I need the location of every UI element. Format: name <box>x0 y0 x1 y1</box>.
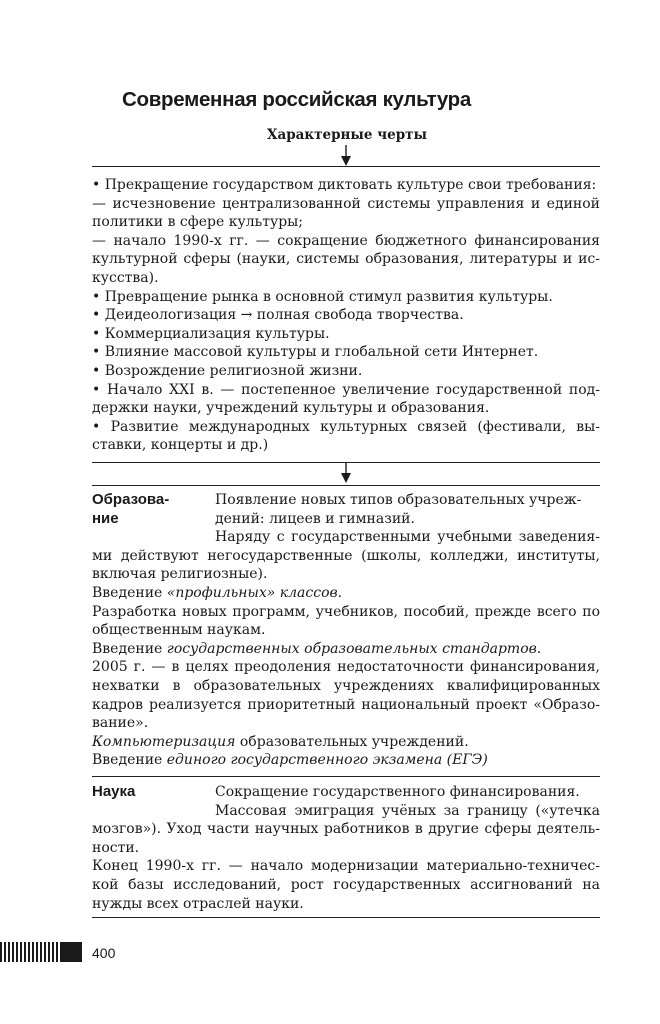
education-para: Введение «профильных» классов. <box>92 584 343 601</box>
list-item: • Деидеологизация → полная свобода творчества. <box>92 307 464 324</box>
arrow-down-icon <box>339 145 353 167</box>
page-edge-marker-solid <box>62 942 82 962</box>
list-item: — исчезновение централизованной системы управления и единой политики в сфере культуры; <box>92 195 600 231</box>
education-para: Разработка новых программ, учебников, пособий, прежде всего по общественным наукам. <box>92 603 600 639</box>
education-para: Компьютеризация образовательных учреждений. <box>92 733 469 750</box>
science-para: Конец 1990-х гг. — начало модернизации материально-технической базы исследований, рост государственных ассигнований на нужды всех отраслей науки. <box>92 858 600 912</box>
list-item: • Коммерциализация культуры. <box>92 325 330 342</box>
science-line1: Сокращение государственного финансирования. <box>215 784 580 800</box>
education-line1: Появление новых типов образовательных учреж- <box>215 492 582 508</box>
education-para: 2005 г. — в целях преодоления недостаточности финансирования, нехватки в образовательных учреждениях квалифицированных кадров реализуется приоритетный национальный проект «Образование». <box>92 659 600 732</box>
list-item: • Прекращение государством диктовать культуре свои требования: <box>92 177 597 193</box>
list-item: • Превращение рынка в основной стимул развития культуры. <box>92 288 553 305</box>
education-label: Образова- ние <box>92 491 170 527</box>
science-section <box>92 783 600 913</box>
list-item: • Влияние массовой культуры и глобальной сети Интернет. <box>92 344 539 361</box>
list-item: • Развитие международных культурных связей (фестивали, выставки, концерты и др.) <box>92 418 600 454</box>
education-line2: дений: лицеев и гимназий. <box>215 510 415 527</box>
page-title: Современная российская культура <box>122 88 471 111</box>
divider-science-bottom <box>92 917 600 918</box>
science-label: Наука <box>92 783 136 800</box>
divider-education-top <box>92 485 600 486</box>
divider-science-top <box>92 776 600 777</box>
science-para: Массовая эмиграция учёных за границу («утечка мозгов»). Уход части научных работников в другие сферы деятельности. <box>92 802 600 856</box>
arrow-down-icon <box>339 462 353 484</box>
list-item: — начало 1990-х гг. — сокращение бюджетного финансирования культурной сферы (науки, системы образования, литературы и искусства). <box>92 232 600 286</box>
page-number: 400 <box>92 945 116 961</box>
features-list <box>92 176 600 455</box>
list-item: • Возрождение религиозной жизни. <box>92 362 363 379</box>
education-para: Наряду с государственными учебными заведениями действуют негосударственные (школы, колледжи, институты, включая религиозные). <box>92 529 600 583</box>
divider-top <box>92 166 600 167</box>
education-para: Введение государственных образовательных стандартов. <box>92 640 542 657</box>
list-item: • Начало XXI в. — постепенное увеличение государственной поддержки науки, учреждений культуры и образования. <box>92 381 600 417</box>
education-section <box>92 491 600 770</box>
education-para: Введение единого государственного экзамена (ЕГЭ) <box>92 752 488 769</box>
section-subheading: Характерные черты <box>266 127 428 143</box>
